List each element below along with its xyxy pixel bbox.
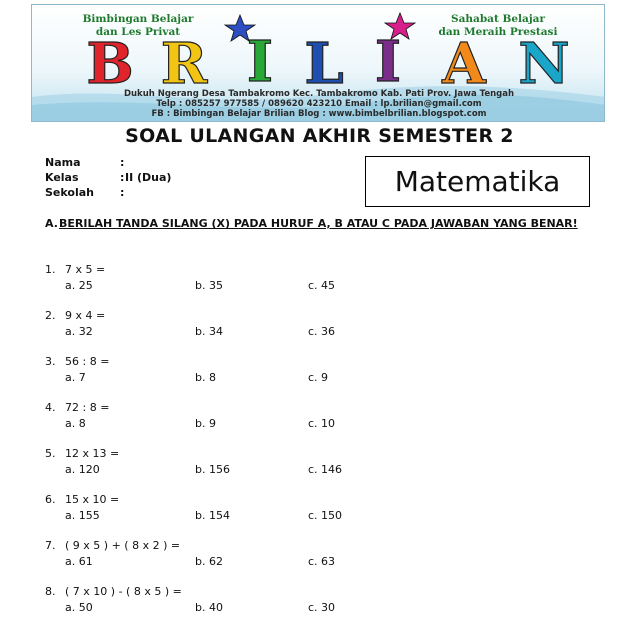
social-line: FB : Bimbingan Belajar Brilian Blog : www.bimbelbrilian.blogspot.com (151, 109, 487, 119)
tagline-left-line2: dan Les Privat (95, 26, 181, 38)
option-a[interactable]: a. 61 (65, 555, 93, 568)
question-stem: 15 x 10 = (65, 493, 120, 506)
option-a[interactable]: a. 7 (65, 371, 86, 384)
option-c[interactable]: c. 36 (308, 325, 336, 338)
option-c[interactable]: c. 146 (308, 463, 343, 476)
subject-box: Matematika (365, 156, 590, 207)
question-stem: 56 : 8 = (65, 355, 110, 368)
option-a[interactable]: a. 25 (65, 279, 93, 292)
question-number: 4. (45, 401, 56, 414)
instruction-text: BERILAH TANDA SILANG (X) PADA HURUF A, B ATAU C PADA JAWABAN YANG BENAR! (59, 217, 578, 230)
question-stem: 72 : 8 = (65, 401, 110, 414)
tagline-left-line1: Bimbingan Belajar (82, 13, 194, 25)
address-line: Dukuh Ngerang Desa Tambakromo Kec. Tambakromo Kab. Pati Prov. Jawa Tengah (123, 89, 515, 99)
option-c[interactable]: c. 63 (308, 555, 336, 568)
question-stem: 12 x 13 = (65, 447, 120, 460)
brand-letter: N (518, 31, 570, 95)
question-number: 7. (45, 539, 56, 552)
brand-letter: A (442, 31, 486, 95)
section-letter: A. (45, 217, 58, 230)
brand-letter: I (374, 29, 402, 95)
option-c[interactable]: c. 9 (308, 371, 329, 384)
question-number: 1. (45, 263, 56, 276)
field-colon: : (120, 171, 125, 184)
option-a[interactable]: a. 155 (65, 509, 100, 522)
option-c[interactable]: c. 10 (308, 417, 336, 430)
option-a[interactable]: a. 32 (65, 325, 93, 338)
field-label: Kelas (45, 171, 79, 184)
option-b[interactable]: b. 8 (195, 371, 216, 384)
field-value: II (Dua) (125, 171, 172, 184)
question-number: 5. (45, 447, 56, 460)
option-b[interactable]: b. 154 (195, 509, 230, 522)
option-a[interactable]: a. 50 (65, 601, 93, 614)
option-b[interactable]: b. 9 (195, 417, 216, 430)
option-b[interactable]: b. 34 (195, 325, 223, 338)
brand-logo (32, 5, 605, 95)
field-colon: : (120, 186, 125, 199)
question-stem: 7 x 5 = (65, 263, 106, 276)
field-colon: : (120, 156, 125, 169)
page-title: SOAL ULANGAN AKHIR SEMESTER 2 (125, 125, 514, 147)
field-label: Sekolah (45, 186, 94, 199)
option-c[interactable]: c. 45 (308, 279, 336, 292)
instructions (45, 217, 593, 231)
question-number: 8. (45, 585, 56, 598)
question-stem: 9 x 4 = (65, 309, 106, 322)
option-b[interactable]: b. 62 (195, 555, 223, 568)
option-b[interactable]: b. 156 (195, 463, 230, 476)
tagline-right-line2: dan Meraih Prestasi (438, 26, 558, 38)
option-a[interactable]: a. 8 (65, 417, 86, 430)
option-c[interactable]: c. 150 (308, 509, 343, 522)
question-stem: ( 9 x 5 ) + ( 8 x 2 ) = (65, 539, 181, 552)
field-label: Nama (45, 156, 81, 169)
brand-letter: L (304, 31, 344, 95)
school-banner (31, 4, 605, 122)
brand-letter: I (246, 29, 274, 95)
option-b[interactable]: b. 35 (195, 279, 223, 292)
question-number: 3. (45, 355, 56, 368)
question-number: 2. (45, 309, 56, 322)
question-stem: ( 7 x 10 ) - ( 8 x 5 ) = (65, 585, 182, 598)
contact-line: Telp : 085257 977585 / 089620 423210 Email : lp.brilian@gmail.com (156, 99, 482, 109)
tagline-right-line1: Sahabat Belajar (451, 13, 545, 25)
option-b[interactable]: b. 40 (195, 601, 223, 614)
brand-letter: B (86, 31, 134, 95)
option-c[interactable]: c. 30 (308, 601, 336, 614)
brand-letter: R (160, 31, 208, 95)
question-number: 6. (45, 493, 56, 506)
option-a[interactable]: a. 120 (65, 463, 100, 476)
